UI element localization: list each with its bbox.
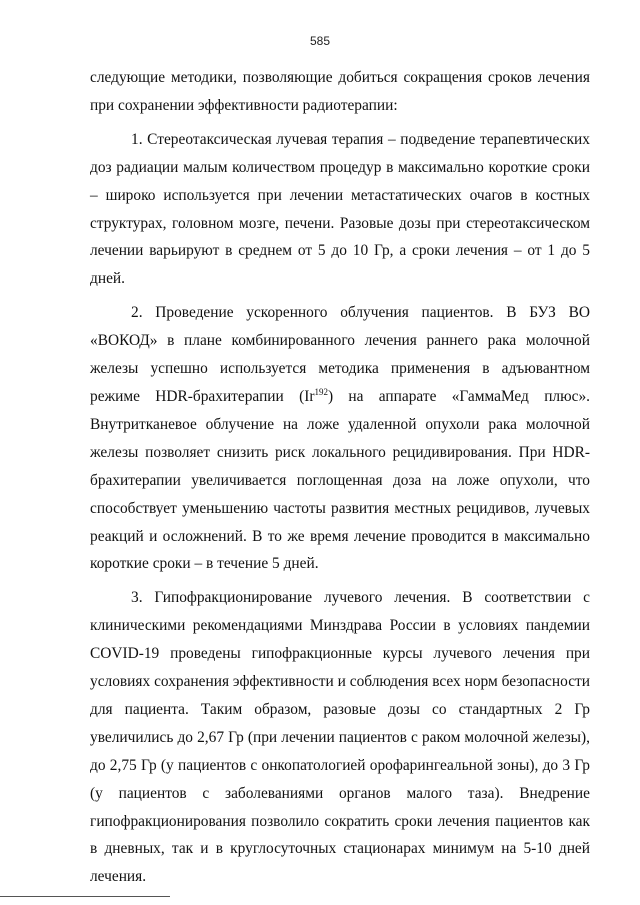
list-item-accelerated-irradiation bbox=[90, 299, 590, 578]
isotope-superscript: 192 bbox=[314, 386, 328, 397]
list-item-stereotactic-radiotherapy: 1. Стереотаксическая лучевая терапия – подведение терапевтических доз радиации малым количеством процедур в максимально короткие сроки – широко используется при лечении метастатических очагов в костных структурах, головном мозге, печени. Разовые дозы при стереотаксическом лечении варьируют в среднем от 5 до 10 Гр, а сроки лечения – от 1 до 5 дней. bbox=[90, 130, 590, 288]
intro-paragraph: следующие методики, позволяющие добиться сокращения сроков лечения при сохранении эффективности радиотерапии: bbox=[90, 69, 590, 114]
page-number: 585 bbox=[309, 34, 331, 48]
item2-text-start: 2. Проведение ускоренного облучения пациентов. В БУЗ ВО «ВОКОД» в плане комбинированного лечения раннего рака молочной железы успешно используется методика применения в адъювантном режиме HDR-брахитерапии (Ir bbox=[90, 304, 590, 405]
item2-text-end: ) на аппарате «ГаммаМед плюс». Внутритканевое облучение на ложе удаленной опухоли рака молочной железы позволяет снизить риск локального рецидивирования. При HDR-брахитерапии увеличивается поглощенная доза на ложе опухоли, что способствует уменьшению частоты развития местных рецидивов, лучевых реакций и осложнений. В то же время лечение проводится в максимально короткие сроки – в течение 5 дней. bbox=[90, 387, 590, 573]
document-body bbox=[90, 64, 590, 891]
list-item-hypofractionation: 3. Гипофракционирование лучевого лечения. В соответствии с клиническими рекомендациями Минздрава России в условиях пандемии COVID-19 проведены гипофракционные курсы лучевого лечения при условиях сохранения эффективности и соблюдения всех норм безопасности для пациента. Таким образом, разовые дозы со стандартных 2 Гр увеличились до 2,67 Гр (при лечении пациентов с раком молочной железы), до 2,75 Гр (у пациентов с онкопатологией орофарингеальной зоны), до 3 Гр (у пациентов с заболеваниями органов малого таза). Внедрение гипофракционирования позволило сократить сроки лечения пациентов как в дневных, так и в круглосуточных стационарах минимум на 5-10 дней лечения. bbox=[90, 589, 590, 886]
footnote-divider bbox=[0, 896, 170, 897]
